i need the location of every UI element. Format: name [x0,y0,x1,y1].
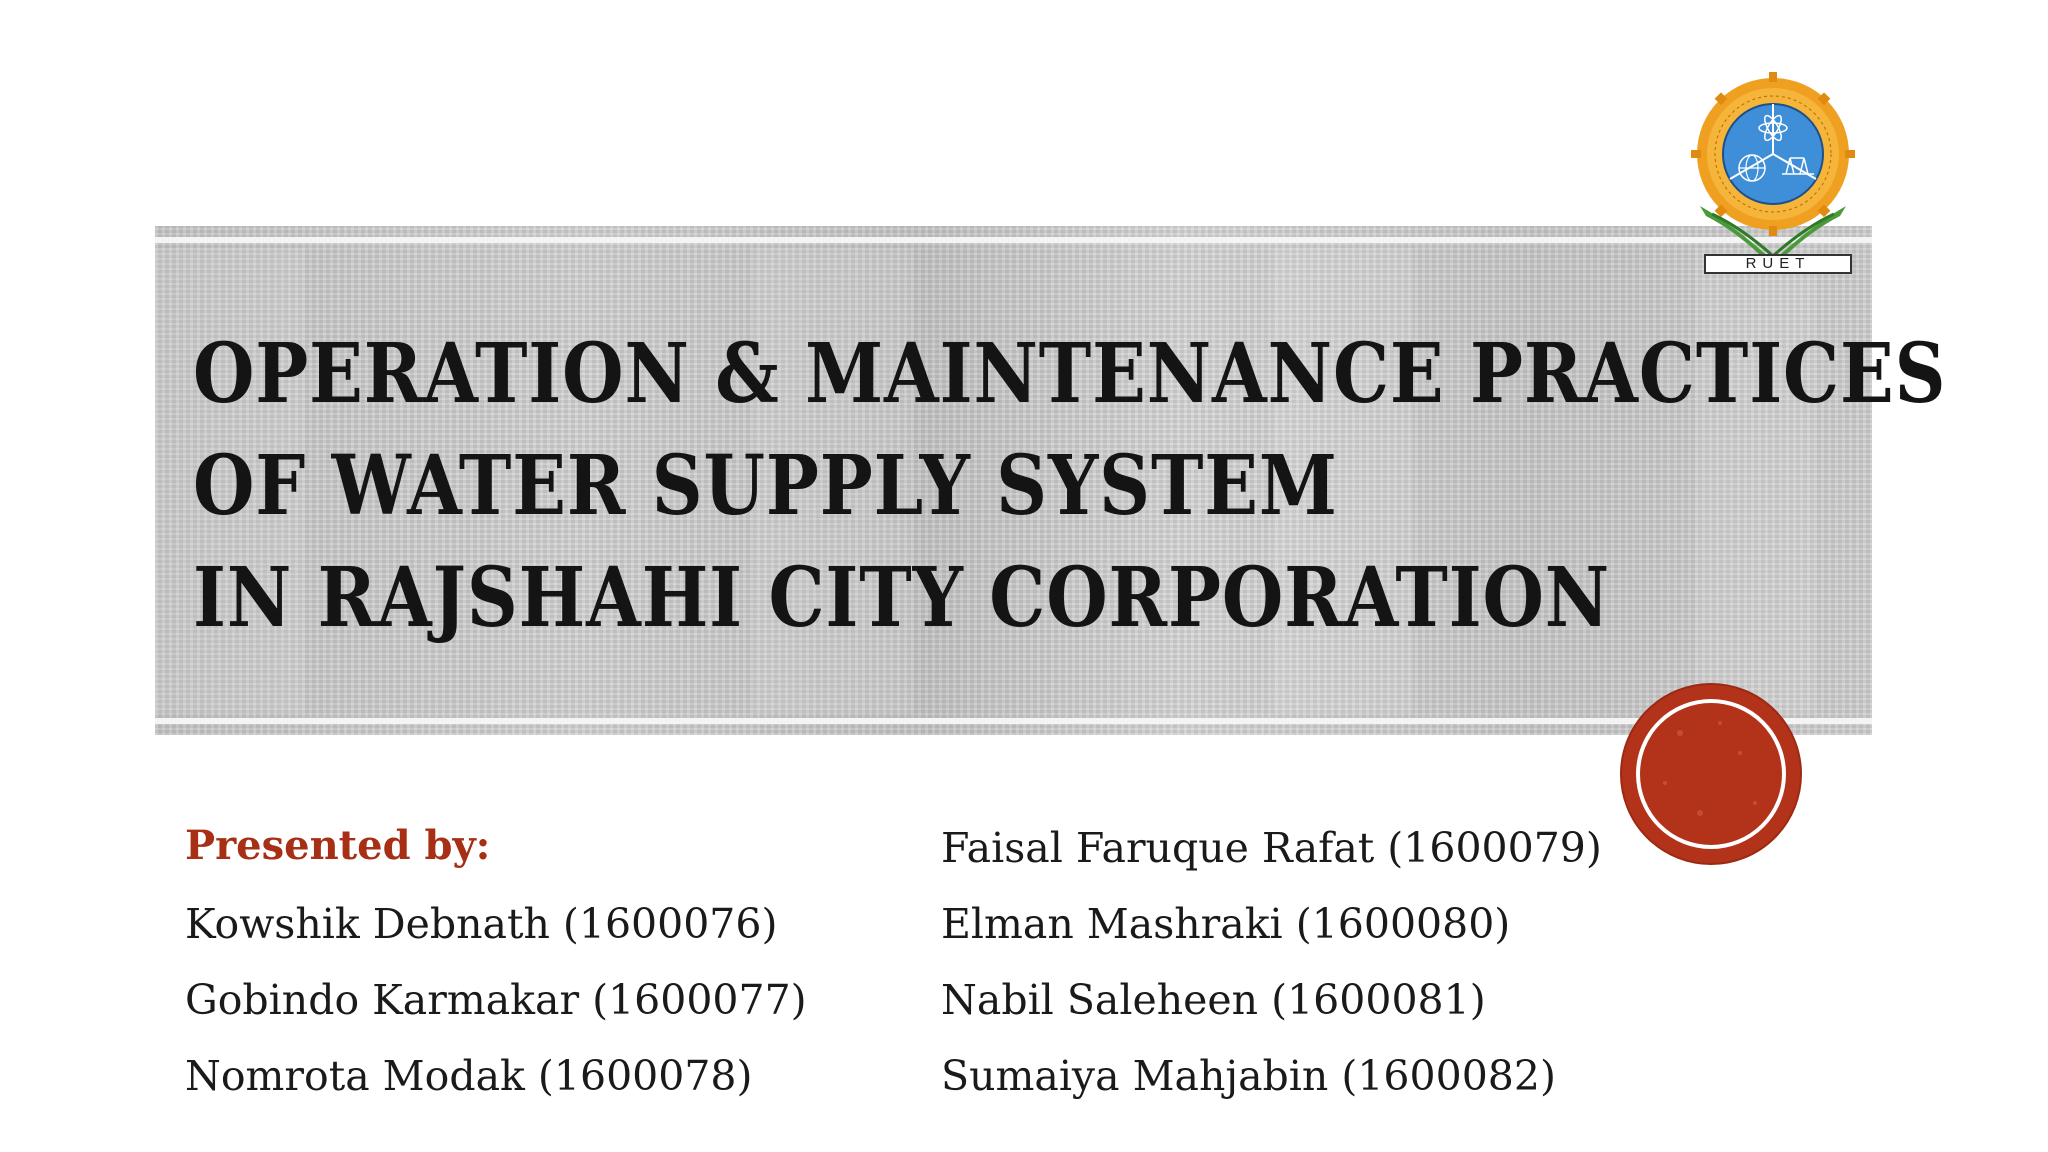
presenter-name: Elman Mashraki (1600080) [941,900,1511,948]
presented-by-label: Presented by: [185,822,491,869]
presenter-name: Nabil Saleheen (1600081) [941,976,1486,1024]
slide-title [193,318,1946,654]
band-bottom-stripe [155,718,1872,724]
university-seal-icon [1690,66,1856,276]
decorative-red-circle [1620,683,1802,865]
title-line-2: OF WATER SUPPLY SYSTEM [193,438,1338,534]
presenter-name: Faisal Faruque Rafat (1600079) [941,824,1602,872]
presenter-name: Kowshik Debnath (1600076) [185,900,778,948]
presenter-name: Sumaiya Mahjabin (1600082) [941,1052,1556,1100]
ruet-label: RUET [1704,254,1852,274]
presenter-name: Nomrota Modak (1600078) [185,1052,753,1100]
presenter-name: Gobindo Karmakar (1600077) [185,976,807,1024]
title-line-3: IN RAJSHAHI CITY CORPORATION [193,550,1611,646]
title-line-1: OPERATION & MAINTENANCE PRACTICES [193,326,1947,422]
band-top-stripe [155,237,1872,243]
